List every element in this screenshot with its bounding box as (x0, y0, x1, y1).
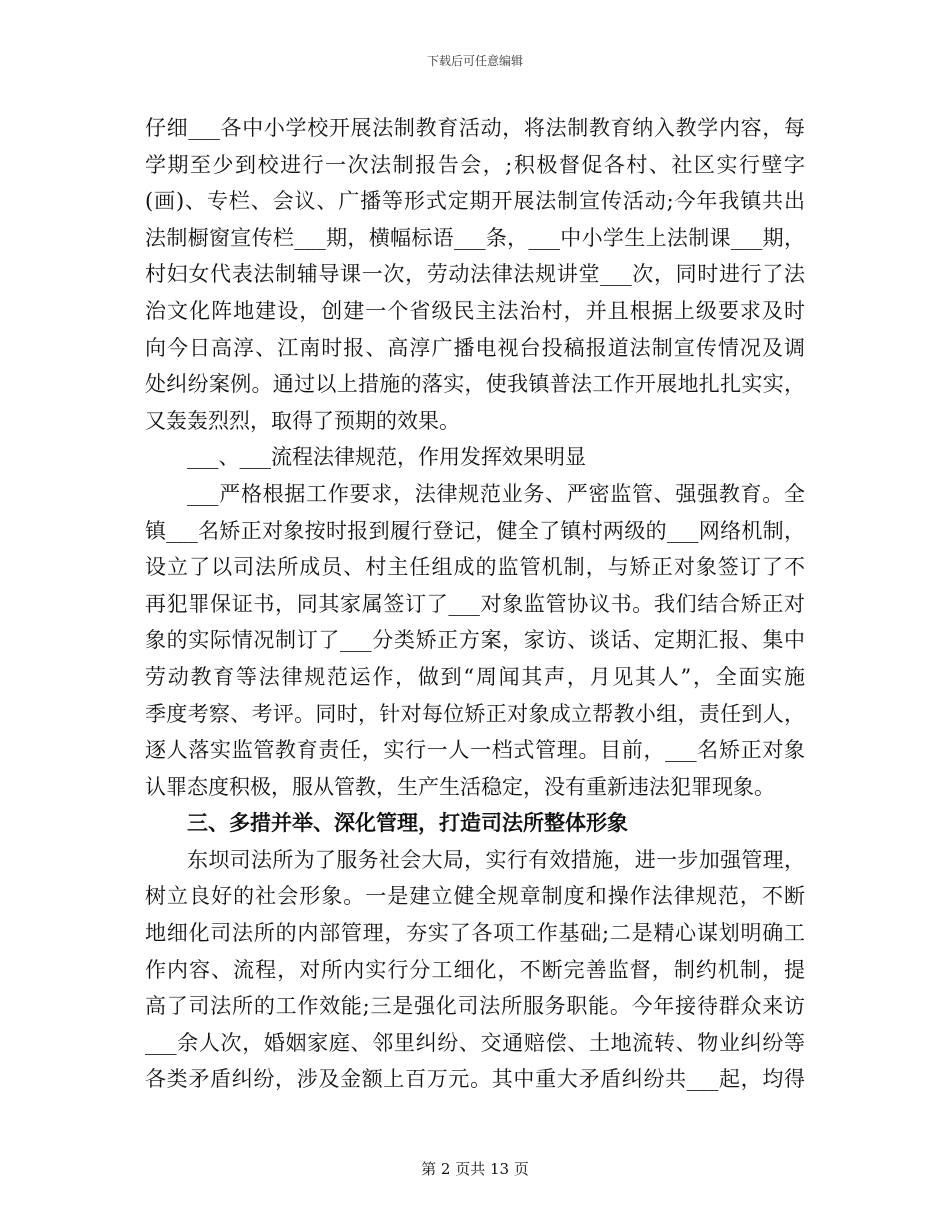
section-heading: 三、多措并举、深化管理，打造司法所整体形象 (187, 810, 628, 836)
text-line: 地细化司法所的内部管理，夯实了各项工作基础;二是精心谋划明确工 (145, 921, 805, 946)
text-line: 村妇女代表法制辅导课一次，劳动法律法规讲堂___次，同时进行了法 (145, 262, 805, 287)
text-line: 东坝司法所为了服务社会大局，实行有效措施，进一步加强管理， (187, 847, 805, 872)
text-line: 处纠纷案例。通过以上措施的落实，使我镇普法工作开展地扎扎实实， (145, 372, 805, 397)
text-line: 季度考察、考评。同时，针对每位矫正对象成立帮教小组，责任到人， (145, 701, 805, 726)
page-footer: 第 2 页共 13 页 (421, 1160, 529, 1178)
text-line: 又轰轰烈烈，取得了预期的效果。 (145, 408, 460, 433)
text-line: 高了司法所的工作效能;三是强化司法所服务职能。今年接待群众来访 (145, 994, 805, 1019)
text-line: ___严格根据工作要求，法律规范业务、严密监管、强强教育。全 (187, 481, 805, 506)
text-line: 设立了以司法所成员、村主任组成的监管机制，与矫正对象签订了不 (145, 555, 805, 580)
text-line: 仔细___各中小学校开展法制教育活动，将法制教育纳入教学内容，每 (145, 116, 805, 140)
text-line: 逐人落实监管教育责任，实行一人一档式管理。目前，___名矫正对象 (145, 738, 805, 763)
text-line: ___余人次，婚姻家庭、邻里纠纷、交通赔偿、土地流转、物业纠纷等 (145, 1030, 805, 1055)
text-line: 劳动教育等法律规范运作，做到“周闻其声，月见其人”，全面实施 (145, 664, 805, 689)
text-line: 学期至少到校进行一次法制报告会，;积极督促各村、社区实行壁字 (145, 152, 805, 177)
section-subheading: ___、___流程法律规范，作用发挥效果明显 (187, 445, 586, 470)
text-line: 镇___名矫正对象按时报到履行登记，健全了镇村两级的___网络机制， (145, 518, 805, 543)
page-header: 下载后可任意编辑 (426, 54, 523, 68)
text-line: 树立良好的社会形象。一是建立健全规章制度和操作法律规范，不断 (145, 884, 805, 909)
text-line: 象的实际情况制订了___分类矫正方案，家访、谈话、定期汇报、集中 (145, 628, 805, 653)
text-line: 治文化阵地建设，创建一个省级民主法治村，并且根据上级要求及时 (145, 298, 805, 323)
text-line: 法制橱窗宣传栏___期，横幅标语___条，___中小学生上法制课___期， (145, 225, 805, 250)
text-line: 向今日高淳、江南时报、高淳广播电视台投稿报道法制宣传情况及调 (145, 335, 805, 360)
document-body (145, 110, 805, 1098)
text-line: 再犯罪保证书，同其家属签订了___对象监管协议书。我们结合矫正对 (145, 591, 805, 616)
text-line: 作内容、流程，对所内实行分工细化，不断完善监督，制约机制，提 (145, 957, 805, 982)
text-line: 认罪态度积极，服从管教，生产生活稳定，没有重新违法犯罪现象。 (145, 774, 775, 799)
text-line: (画)、专栏、会议、广播等形式定期开展法制宣传活动;今年我镇共出 (145, 189, 805, 214)
text-line: 各类矛盾纠纷，涉及金额上百万元。其中重大矛盾纠纷共___起，均得 (145, 1067, 805, 1092)
